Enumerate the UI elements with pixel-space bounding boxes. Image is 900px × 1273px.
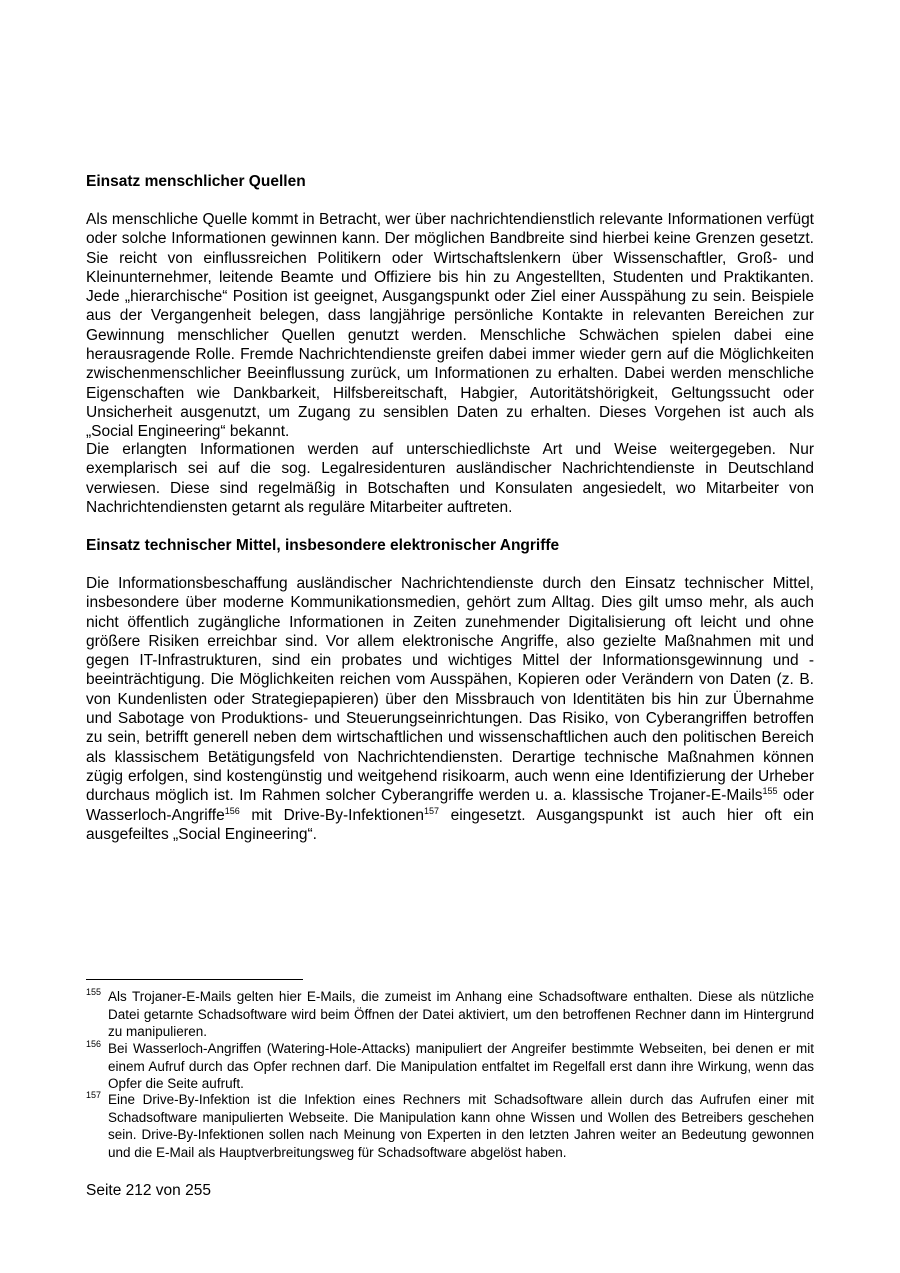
paragraph-technical-means (86, 574, 814, 844)
footnote-number: 157 (86, 1090, 102, 1100)
document-page (86, 0, 814, 1273)
paragraph-human-sources: Als menschliche Quelle kommt in Betracht, wer über nachrichtendienstlich relevante Informationen verfügt oder solche Informationen gewinnen kann. Der möglichen Bandbreite sind hierbei keine Grenzen gesetzt. Sie reicht von einflussreichen Politikern oder Wirtschaftslenkern über Wissenschaftler, Groß- und Kleinunternehmer, leitende Beamte und Offiziere bis hin zu Angestellten, Studenten und Praktikanten. Jede „hierarchische“ Position ist geeignet, Ausgangspunkt oder Ziel einer Ausspähung zu sein. Beispiele aus der Vergangenheit belegen, dass langjährige persönliche Kontakte in relevanten Bereichen zur Gewinnung menschlicher Quellen genutzt werden. Menschliche Schwächen spielen dabei eine herausragende Rolle. Fremde Nachrichtendienste greifen dabei immer wieder gern auf die Möglichkeiten zwischenmenschlicher Beeinflussung zurück, um Informationen zu erhalten. Dabei werden menschliche Eigenschaften wie Dankbarkeit, Hilfsbereitschaft, Habgier, Autoritätshörigkeit, Geltungssucht oder Unsicherheit ausgenutzt, um Zugang zu sensiblen Daten zu erhalten. Dieses Vorgehen ist auch als „Social Engineering“ bekannt. (86, 211, 814, 441)
footnote-156 (86, 1040, 814, 1093)
footnote-separator (86, 979, 303, 980)
footnote-text: Bei Wasserloch-Angriffen (Watering-Hole-Attacks) manipuliert der Angreifer bestimmte Webseiten, bei denen er mit einem Aufruf durch das Opfer rechnen darf. Die Manipulation entfaltet im Regelfall erst dann ihre Wirkung, wenn das Opfer die Seite aufruft. (108, 1041, 814, 1092)
footnote-ref-156[interactable]: 156 (224, 805, 240, 816)
paragraph-legal-residencies: Die erlangten Informationen werden auf unterschiedlichste Art und Weise weitergegeben. Nur exemplarisch sei auf die sog. Legalresidenturen ausländischer Nachrichtendienste in Deutschland verwiesen. Diese sind regelmäßig in Botschaften und Konsulaten angesiedelt, wo Mitarbeiter von Nachrichtendiensten getarnt als reguläre Mitarbeiter auftreten. (86, 441, 814, 516)
paragraph-text: Die Informationsbeschaffung ausländischer Nachrichtendienste durch den Einsatz technischer Mittel, insbesondere über moderne Kommunikationsmedien, gehört zum Alltag. Dies gilt umso mehr, als auch nicht öffentlich zugängliche Informationen in Zeiten zunehmender Digitalisierung oft leicht und ohne größere Risiken erreichbar sind. Vor allem elektronische Angriffe, also gezielte Maßnahmen mit und gegen IT-Infrastrukturen, sind ein probates und wichtiges Mittel der Informationsgewinnung und -beeinträchtigung. Die Möglichkeiten reichen vom Ausspähen, Kopieren oder Verändern von Daten (z. B. von Kundenlisten oder Strategiepapieren) über den Missbrauch von Identitäten bis hin zur Übernahme und Sabotage von Produktions- und Steuerungseinrichtungen. Das Risiko, von Cyberangriffen betroffen zu sein, betrifft generell neben dem wirtschaftlichen und wissenschaftlichen auch den politischen Bereich als klassischem Betätigungsfeld von Nachrichtendiensten. Derartige technische Maßnahmen können zügig erfolgen, sind kostengünstig und weitgehend risikoarm, auch wenn eine Identifizierung der Urheber durchaus möglich ist. Im Rahmen solcher Cyberangriffe werden u. a. klassische Trojaner-E-Mails (86, 575, 814, 805)
section-heading-technical-means: Einsatz technischer Mittel, insbesondere elektronischer Angriffe (86, 537, 560, 554)
footnote-number: 155 (86, 987, 102, 997)
footnote-ref-157[interactable]: 157 (424, 805, 440, 816)
paragraph-text: mit Drive-By-Infektionen (239, 806, 424, 824)
section-heading-human-sources: Einsatz menschlicher Quellen (86, 173, 306, 190)
paragraph-text: eingesetzt. Ausgangspunkt ist auch hier oft ein ausgefeiltes „Social Engineering“. (86, 806, 814, 843)
paragraph-text: oder Wasserloch-Angriffe (86, 787, 814, 824)
footnote-157 (86, 1091, 814, 1161)
page-number: Seite 212 von 255 (86, 1182, 211, 1199)
footnote-number: 156 (86, 1039, 102, 1049)
footnote-text: Eine Drive-By-Infektion ist die Infektion eines Rechners mit Schadsoftware allein durch das Aufrufen einer mit Schadsoftware manipulierten Webseite. Die Manipulation kann ohne Wissen und Wollen des Betreibers geschehen sein. Drive-By-Infektionen sollen nach Meinung von Experten in den letzten Jahren weiter an Bedeutung gewonnen und die E-Mail als Hauptverbreitungsweg für Schadsoftware abgelöst haben. (108, 1092, 814, 1160)
footnote-ref-155[interactable]: 155 (762, 786, 778, 797)
footnote-text: Als Trojaner-E-Mails gelten hier E-Mails, die zumeist im Anhang eine Schadsoftware enthalten. Diese als nützliche Datei getarnte Schadsoftware wird beim Öffnen der Datei aktiviert, um den betroffenen Rechner dann im Hintergrund zu manipulieren. (108, 989, 814, 1040)
footnote-155 (86, 988, 814, 1041)
